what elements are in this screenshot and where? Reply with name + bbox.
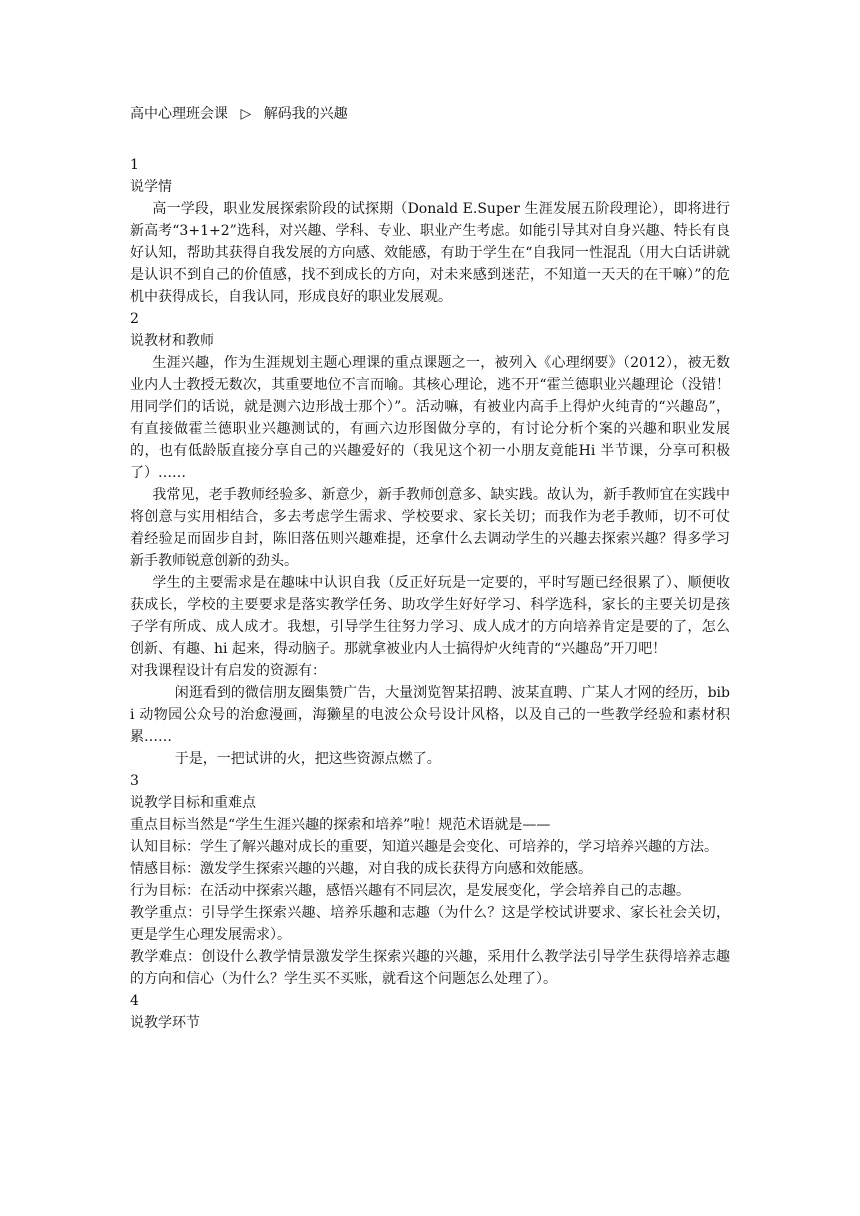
paragraph: 闲逛看到的微信朋友圈集赞广告，大量浏览智某招聘、波某直聘、广某人才网的经历，bibi 动物园公众号的治愈漫画，海獭星的电波公众号设计风格，以及自己的一些教学经验和素材积累…… xyxy=(130,685,730,745)
document-header xyxy=(130,104,730,124)
paragraph: 行为目标：在活动中探索兴趣，感悟兴趣有不同层次，是发展变化，学会培养自己的志趣。 xyxy=(130,883,690,899)
section-number: 1 xyxy=(130,157,139,173)
header-spacer xyxy=(130,124,730,154)
paragraph: 对我课程设计有启发的资源有： xyxy=(130,663,326,679)
paragraph: 我常见，老手教师经验多、新意少，新手教师创意多、缺实践。故认为，新手教师宜在实践中将创意与实用相结合，多去考虑学生需求、学校要求、家长关切；而我作为老手教师，切不可仗着经验足而固步自封，陈旧落伍则兴趣难提，还拿什么去调动学生的兴趣去探索兴趣？得多学习新手教师锐意创新的劲头。 xyxy=(130,487,730,569)
paragraph: 认知目标：学生了解兴趣对成长的重要，知道兴趣是会变化、可培养的，学习培养兴趣的方法。 xyxy=(130,839,718,855)
section-number: 4 xyxy=(130,993,139,1009)
section-title: 说教学环节 xyxy=(130,1015,200,1031)
section-number: 2 xyxy=(130,311,139,327)
topic-title: 解码我的兴趣 xyxy=(263,106,348,122)
breadcrumb-separator-icon: ▷ xyxy=(240,106,252,122)
paragraph: 教学重点：引导学生探索兴趣、培养乐趣和志趣（为什么？这是学校试讲要求、家长社会关切，更是学生心理发展需求）。 xyxy=(130,905,730,943)
document-page xyxy=(130,104,730,1034)
section-title: 说教材和教师 xyxy=(130,333,214,349)
section-title: 说学情 xyxy=(130,179,172,195)
section-number: 3 xyxy=(130,773,139,789)
course-name: 高中心理班会课 xyxy=(130,106,228,122)
paragraph: 教学难点：创设什么教学情景激发学生探索兴趣的兴趣，采用什么教学法引导学生获得培养志趣的方向和信心（为什么？学生买不买账，就看这个问题怎么处理了）。 xyxy=(130,949,730,987)
paragraph: 情感目标：激发学生探索兴趣的兴趣，对自我的成长获得方向感和效能感。 xyxy=(130,861,592,877)
paragraph: 高一学段，职业发展探索阶段的试探期（Donald E.Super 生涯发展五阶段理论），即将进行新高考“3+1+2”选科，对兴趣、学科、专业、职业产生考虑。如能引导其对自身兴趣、特长有良好认知，帮助其获得自我发展的方向感、效能感，有助于学生在“自我同一性混乱（用大白话讲就是认识不到自己的价值感，找不到成长的方向，对未来感到迷茫，不知道一天天的在干嘛）”的危机中获得成长，自我认同，形成良好的职业发展观。 xyxy=(130,201,730,305)
paragraph: 生涯兴趣，作为生涯规划主题心理课的重点课题之一，被列入《心理纲要》（2012），被无数业内人士教授无数次，其重要地位不言而喻。其核心理论，逃不开“霍兰德职业兴趣理论（没错！用同学们的话说，就是测六边形战士那个）”。活动嘛，有被业内高手上得炉火纯青的“兴趣岛”，有直接做霍兰德职业兴趣测试的，有画六边形图做分享的，有讨论分析个案的兴趣和职业发展的，也有低龄版直接分享自己的兴趣爱好的（我见这个初一小朋友竟能Hi 半节课，分享可积极了）…… xyxy=(130,355,730,481)
paragraph: 重点目标当然是“学生生涯兴趣的探索和培养”啦！规范术语就是—— xyxy=(130,817,551,833)
paragraph: 学生的主要需求是在趣味中认识自我（反正好玩是一定要的，平时写题已经很累了）、顺便收获成长，学校的主要要求是落实教学任务、助攻学生好好学习、科学选科，家长的主要关切是孩子学有所成、成人成才。我想，引导学生往努力学习、成人成才的方向培养肯定是要的了，怎么创新、有趣、hi 起来，得动脑子。那就拿被业内人士搞得炉火纯青的“兴趣岛”开刀吧！ xyxy=(130,575,730,657)
section-title: 说教学目标和重难点 xyxy=(130,795,256,811)
paragraph: 于是，一把试讲的火，把这些资源点燃了。 xyxy=(174,751,441,767)
